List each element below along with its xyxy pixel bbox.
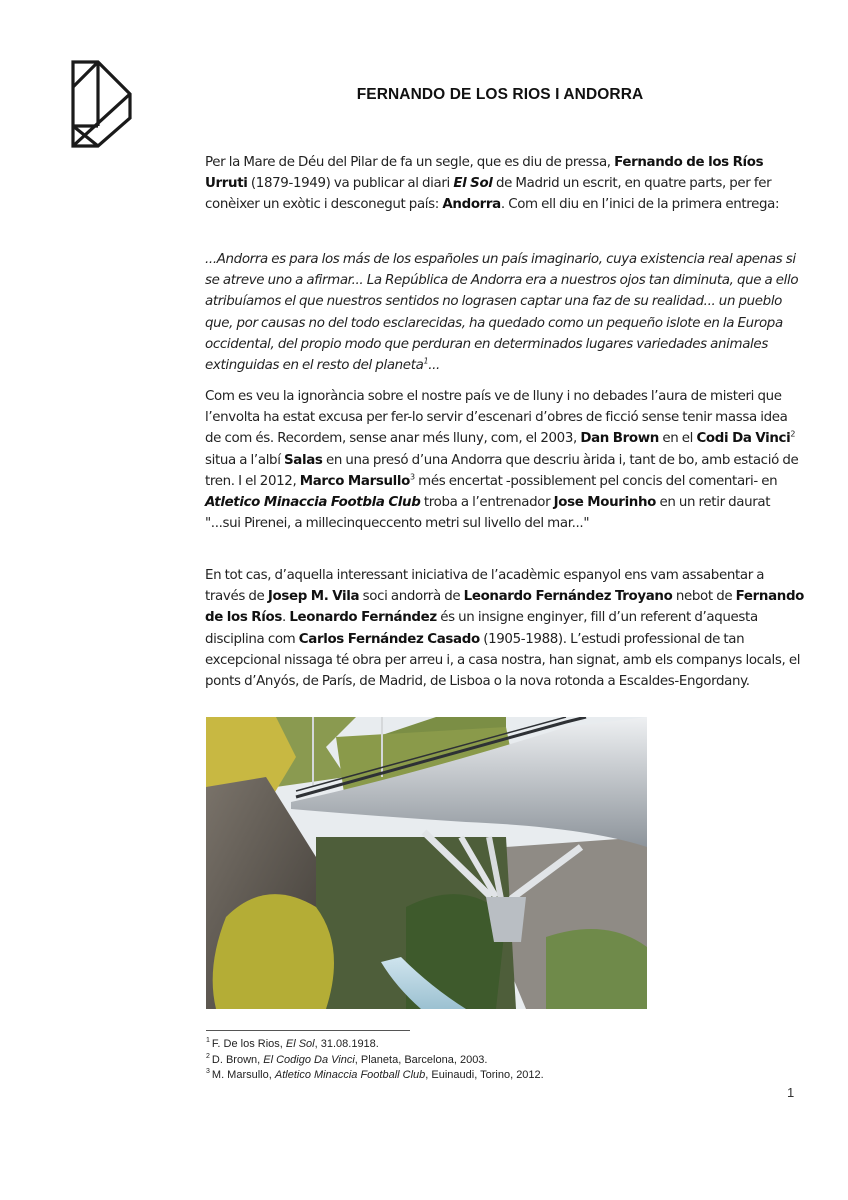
- intro-paragraph: [205, 152, 805, 216]
- person-name: Carlos Fernández Casado: [298, 631, 480, 647]
- footnote-number: 1: [206, 1037, 210, 1045]
- footnote-title: Atletico Minaccia Football Club: [274, 1069, 426, 1081]
- text: soci andorrà de: [359, 589, 464, 605]
- text: és un insigne enginyer, fill d’un referent d’aquesta disciplina com: [205, 610, 758, 647]
- text: més encertat -possiblement pel concis del comentari- en: [414, 473, 778, 489]
- person-name: Leonardo Fernández Troyano: [463, 589, 673, 605]
- footnote-number: 3: [206, 1068, 210, 1076]
- person-name: Fernando de los Ríos Urruti: [205, 155, 764, 192]
- quote-text: ...Andorra es para los más de los españoles un país imaginario, cuya existencia real apenas si se atreve uno a afirmar... La República de Andorra era a nuestros ojos tan diminuta, que a ello atribuíamos el que nuestros sentidos no lograsen captar una faz de su realidad... un pueblo que, por causas no del todo esclarecidas, ha quedado como un pequeño islote en la Europa occidental, del propio modo que perduran en determinados lugares variedades animales extinguidas en el resto del planeta: [205, 252, 799, 374]
- footnote-3: [206, 1068, 544, 1084]
- book-title: Atletico Minaccia Footbla Club: [205, 495, 421, 511]
- bridge-photo: [206, 717, 647, 1009]
- footnote-number: 2: [206, 1052, 210, 1060]
- footnote-2: [206, 1053, 544, 1069]
- footnote-ref-3[interactable]: 3: [409, 472, 415, 482]
- footnote-title: El Codigo Da Vinci: [263, 1053, 355, 1066]
- footnote-ref-1[interactable]: 1: [423, 356, 429, 366]
- person-name: Leonardo Fernández: [289, 610, 437, 626]
- text: de Madrid un escrit, en quatre parts, per fer conèixer un exòtic i desconegut país:: [205, 176, 772, 213]
- foliage-right: [546, 929, 647, 1009]
- person-name: Jose Mourinho: [553, 495, 657, 511]
- text: situa a l’albí: [205, 452, 284, 468]
- footnote-text: F. De los Rios,: [211, 1038, 286, 1050]
- country-name: Andorra: [442, 197, 501, 213]
- footnote-text: D. Brown,: [211, 1053, 264, 1066]
- character-name: Salas: [284, 452, 323, 468]
- footnote-ref-2[interactable]: 2: [790, 429, 796, 439]
- text: (1879-1949) va publicar al diari: [247, 176, 454, 192]
- newspaper-title: El Sol: [453, 176, 493, 192]
- footnotes: [206, 1037, 544, 1084]
- text: en una presó d’una Andorra que descriu àrida i, tant de bo, amb estació de tren. I el 2012,: [205, 452, 799, 489]
- person-name: Josep M. Vila: [267, 589, 360, 605]
- footnote-text: , Planeta, Barcelona, 2003.: [354, 1053, 488, 1066]
- text: troba a l’entrenador: [420, 495, 554, 511]
- footnote-1: [206, 1037, 544, 1053]
- page-number: 1: [787, 1085, 795, 1100]
- footnote-text: M. Marsullo,: [211, 1069, 275, 1081]
- geometric-d-logo-icon: [68, 58, 134, 150]
- text: .: [281, 610, 290, 626]
- fiction-paragraph: [205, 386, 805, 534]
- text: (1905-1988). L’estudi professional de tan excepcional nissaga té obra per arreu i, a casa nostra, han signat, amb els companys locals, el ponts d’Anyós, de París, de Madrid, de Lisboa o la nova rotonda a Escaldes-Engordany.: [205, 631, 801, 690]
- text: En tot cas, d’aquella interessant iniciativa de l’acadèmic espanyol ens vam assabentar a través de: [205, 568, 765, 605]
- text: en el: [658, 431, 697, 447]
- engineers-paragraph: [205, 565, 805, 692]
- footnote-text: , Euinaudi, Torino, 2012.: [425, 1069, 544, 1081]
- footnote-text: , 31.08.1918.: [314, 1038, 379, 1050]
- footnote-divider: [206, 1030, 410, 1031]
- text: en un retir daurat "...sui Pirenei, a millecinqueccento metri sul livello del mar...": [205, 495, 771, 532]
- text: nebot de: [672, 589, 736, 605]
- person-name: Fernando de los Ríos: [205, 589, 805, 626]
- quote-paragraph: [205, 249, 805, 376]
- text: Com es veu la ignorància sobre el nostre país ve de lluny i no debades l’aura de misteri que l’envolta ha estat excusa per fer-lo servir d’escenari d’obres de ficció sense tenir massa idea de com és. Recordem, sense anar més lluny, com, el 2003,: [205, 389, 788, 447]
- book-title: Codi Da Vinci: [696, 431, 791, 447]
- footnote-title: El Sol: [285, 1038, 315, 1050]
- text: Per la Mare de Déu del Pilar de fa un segle, que es diu de pressa,: [205, 155, 615, 170]
- text: . Com ell diu en l’inici de la primera entrega:: [500, 197, 780, 213]
- person-name: Marco Marsullo: [299, 473, 410, 489]
- page-title: FERNANDO DE LOS RIOS I ANDORRA: [356, 86, 644, 103]
- person-name: Dan Brown: [580, 431, 659, 447]
- quote-ending: ...: [428, 358, 440, 374]
